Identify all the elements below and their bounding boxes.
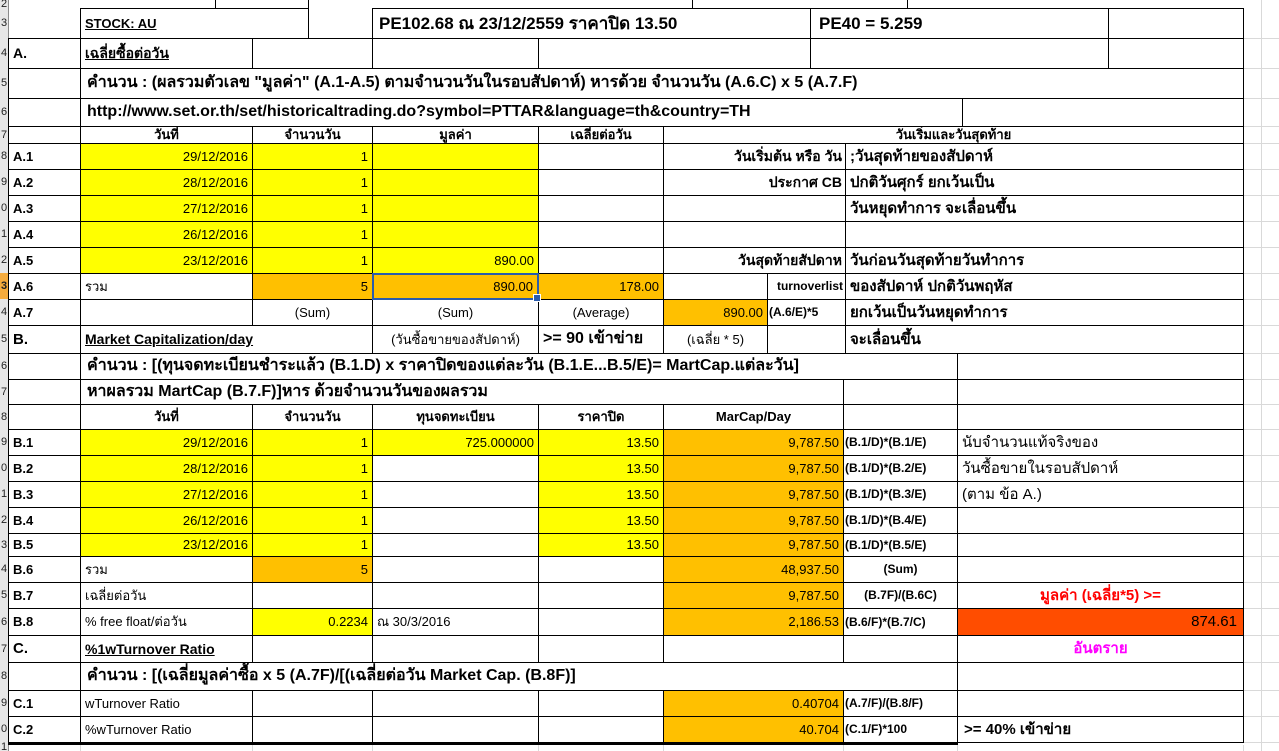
col-header-startend[interactable]: วันเริ่มและวันสุดท้าย [663, 126, 1244, 144]
note-g[interactable] [663, 195, 846, 222]
gridline [1244, 635, 1279, 636]
cell-r12-4[interactable] [538, 247, 664, 274]
cell-r16-2[interactable] [957, 353, 1244, 380]
cell-r23-3[interactable] [372, 533, 539, 557]
gridline [1244, 221, 1279, 222]
row-header-2[interactable]: 2 [0, 0, 8, 9]
formula-b-note2[interactable]: หาผลรวม MartCap (B.7.F)]หาร ด้วยจำนวนวันของผลรวม [80, 379, 844, 405]
row-label[interactable]: B.6 [8, 556, 81, 583]
cell-r24-3[interactable] [372, 556, 539, 583]
date-cell[interactable]: 23/12/2016 [80, 533, 253, 557]
formula-cell[interactable]: (B.1/D)*(B.5/E) [843, 533, 958, 557]
cell-r3-3[interactable] [1108, 8, 1244, 39]
note-h[interactable]: ยกเว้นเป็นวันหยุดทำการ [845, 299, 1244, 326]
row-label[interactable]: B.3 [8, 481, 81, 508]
value-cell[interactable] [372, 221, 539, 248]
col-header-avg[interactable]: เฉลี่ยต่อวัน [538, 126, 664, 144]
gridline [907, 0, 908, 8]
row-label[interactable]: A.1 [8, 143, 81, 170]
row-label[interactable]: A.3 [8, 195, 81, 222]
value-cell[interactable] [372, 143, 539, 170]
row-header-23[interactable]: 3 [0, 533, 9, 557]
marcap-cell[interactable]: 9,787.50 [663, 429, 844, 456]
value-cell[interactable] [372, 195, 539, 222]
gridline [1244, 533, 1279, 534]
gridline [1243, 8, 1244, 743]
cell-r22-3[interactable] [372, 507, 539, 534]
warning-threshold-label[interactable]: มูลค่า (เฉลี่ย*5) >= [957, 582, 1244, 609]
formula-cell[interactable]: (C.1/F)*100 [843, 716, 958, 743]
gridline [1244, 273, 1279, 274]
row-header-31[interactable]: 1 [0, 742, 8, 751]
date-cell[interactable]: 23/12/2016 [80, 247, 253, 274]
note-g[interactable] [663, 221, 846, 248]
gridline [215, 0, 216, 8]
row-header-5[interactable]: 5 [0, 68, 9, 99]
gridline [663, 745, 664, 751]
col-header-close[interactable]: ราคาปิด [538, 404, 664, 430]
pe40-cell[interactable]: PE40 = 5.259 [810, 8, 1109, 39]
cell-r28-2[interactable] [957, 662, 1244, 691]
value-cell[interactable]: 890.00 [372, 247, 539, 274]
gridline [1244, 126, 1279, 127]
col-header-date[interactable]: วันที่ [80, 404, 253, 430]
gridline [1244, 481, 1279, 482]
days-cell[interactable]: 1 [252, 143, 373, 170]
active-cell[interactable]: 890.00 [372, 273, 539, 300]
row-label[interactable]: A.6 [8, 273, 81, 300]
value-cell[interactable] [372, 169, 539, 196]
marcap-cell[interactable]: 9,787.50 [663, 481, 844, 508]
cell-r29-2[interactable] [252, 690, 373, 717]
section-c-title[interactable]: %1wTurnover Ratio [80, 635, 253, 663]
avg-x5-hint[interactable]: (เฉลี่ย * 5) [663, 325, 768, 354]
freefloat-cell[interactable]: 0.2234 [252, 608, 373, 636]
cell-r6-0[interactable] [8, 98, 81, 127]
row-header-6[interactable]: 6 [0, 98, 9, 127]
days-cell[interactable]: 1 [252, 221, 373, 248]
note-h[interactable]: ของสัปดาห์ ปกติวันพฤหัส [845, 273, 1244, 300]
gridline [1244, 195, 1279, 196]
row-header-12[interactable]: 2 [0, 247, 9, 274]
gridline [1244, 247, 1279, 248]
cell-r29-7[interactable] [957, 690, 1244, 717]
note-h[interactable]: ปกติวันศุกร์ ยกเว้นเป็น [845, 169, 1244, 196]
turnoverlist-cell[interactable]: turnoverlist [767, 273, 846, 300]
row-header-15[interactable]: 5 [0, 325, 9, 354]
row-header-28[interactable]: 8 [0, 662, 9, 691]
cell-r10-4[interactable] [538, 195, 664, 222]
date-cell[interactable]: 29/12/2016 [80, 143, 253, 170]
gridline [1244, 608, 1279, 609]
section-b-label[interactable]: B. [8, 325, 81, 354]
formula-cell[interactable]: (A.7/F)/(B.8/F) [843, 690, 958, 717]
row-label[interactable]: A.4 [8, 221, 81, 248]
threshold-90-label[interactable]: >= 90 เข้าข่าย [538, 325, 664, 354]
days-total-cell[interactable]: 5 [252, 556, 373, 583]
row-header-26[interactable]: 6 [0, 608, 9, 636]
row-header-9[interactable]: 9 [0, 169, 9, 196]
row-header-8[interactable]: 8 [0, 143, 9, 170]
cell-r25-4[interactable] [538, 582, 664, 609]
pwturnover-label[interactable]: %wTurnover Ratio [80, 716, 253, 743]
gridline [538, 745, 539, 751]
days-total-cell[interactable]: 5 [252, 273, 373, 300]
weekly-value-cell[interactable]: 890.00 [663, 299, 768, 326]
marcap-cell[interactable]: 9,787.50 [663, 507, 844, 534]
cell-r27-6[interactable] [843, 635, 958, 663]
row-label[interactable]: A.5 [8, 247, 81, 274]
formula-a-note[interactable]: คำนวน : (ผลรวมตัวเลข "มูลค่า" (A.1-A.5) ตามจำนวนวันในรอบสัปดาห์) หารด้วย จำนวนวัน (A.6.C) x 5 (A.7.F) [80, 68, 1244, 99]
col-header-days[interactable]: จำนวนวัน [252, 126, 373, 144]
danger-label[interactable]: อันตราย [957, 635, 1244, 663]
sum-label[interactable]: รวม [80, 556, 253, 583]
date-cell[interactable]: 29/12/2016 [80, 429, 253, 456]
days-cell[interactable]: 1 [252, 195, 373, 222]
row-label[interactable]: B.8 [8, 608, 81, 636]
cell-r15-5[interactable] [767, 325, 846, 354]
cell-r17-3[interactable] [957, 379, 1244, 405]
row-header-17[interactable]: 7 [0, 379, 9, 405]
cell-r27-2[interactable] [252, 635, 373, 663]
gridline [1244, 98, 1279, 99]
cell-r25-3[interactable] [372, 582, 539, 609]
threshold-40-label[interactable]: >= 40% เข้าข่าย [957, 716, 1244, 743]
asof-date[interactable]: ณ 30/3/2016 [372, 608, 539, 636]
days-cell[interactable]: 1 [252, 455, 373, 482]
cell-r17-0[interactable] [8, 379, 81, 405]
row-header-21[interactable]: 1 [0, 481, 9, 508]
section-a-title[interactable]: เฉลี่ยซื้อต่อวัน [80, 38, 253, 69]
col-header-value[interactable]: มูลค่า [372, 126, 539, 144]
note-h[interactable]: ;วันสุดท้ายของสัปดาห์ [845, 143, 1244, 170]
row-label[interactable]: C.2 [8, 716, 81, 743]
date-cell[interactable]: 26/12/2016 [80, 507, 253, 534]
col-header-capital[interactable]: ทุนจดทะเบียน [372, 404, 539, 430]
gridline [1244, 404, 1279, 405]
avg-cell[interactable]: 178.00 [538, 273, 664, 300]
wturnover-cell[interactable]: 0.40704 [663, 690, 844, 717]
days-cell[interactable]: 1 [252, 481, 373, 508]
gridline [957, 745, 958, 751]
cell-r28-0[interactable] [8, 662, 81, 691]
cell-r5-0[interactable] [8, 68, 81, 99]
cell-r11-4[interactable] [538, 221, 664, 248]
close-cell[interactable]: 13.50 [538, 429, 664, 456]
cell-r4-4[interactable] [810, 38, 1109, 69]
row-header-30[interactable]: 0 [0, 716, 9, 743]
row-label[interactable]: B.4 [8, 507, 81, 534]
row-header-11[interactable]: 1 [0, 221, 9, 248]
cell-r24-7[interactable] [957, 556, 1244, 583]
formula-b-note[interactable]: คำนวน : [(ทุนจดทะเบียนชำระแล้ว (B.1.D) x ราคาปิดของแต่ละวัน (B.1.E...B.5/E)= MartCap.แต่ละวัน] [80, 353, 958, 380]
col-header-days[interactable]: จำนวนวัน [252, 404, 373, 430]
note-h[interactable]: วันซื้อขายในรอบสัปดาห์ [957, 455, 1244, 482]
marcap-avg-cell[interactable]: 9,787.50 [663, 582, 844, 609]
row-label[interactable]: B.1 [8, 429, 81, 456]
cell-r21-3[interactable] [372, 481, 539, 508]
gridline [1244, 556, 1279, 557]
cell-r25-2[interactable] [252, 582, 373, 609]
cell-r14-1[interactable] [80, 299, 253, 326]
cell-r16-0[interactable] [8, 353, 81, 380]
gridline [1244, 38, 1279, 39]
gridline [308, 0, 309, 8]
trade-days-hint[interactable]: (วันซื้อขายของสัปดาห์) [372, 325, 539, 354]
wturnover-label[interactable]: wTurnover Ratio [80, 690, 253, 717]
gridline [1244, 143, 1279, 144]
sum-hint[interactable]: (Sum) [252, 299, 373, 326]
formula-cell[interactable]: (A.6/E)*5 [767, 299, 846, 326]
gridline [1244, 716, 1279, 717]
row-label[interactable]: C.1 [8, 690, 81, 717]
cell-r18-6[interactable] [843, 404, 958, 430]
formula-c-note[interactable]: คำนวน : [(เฉลี่ยมูลค่าซื้อ x 5 (A.7F)/[(เฉลี่ยต่อวัน Market Cap. (B.8F)] [80, 662, 958, 691]
col-header-marcap[interactable]: MarCap/Day [663, 404, 844, 430]
row-header-24[interactable]: 4 [0, 556, 9, 583]
row-label[interactable]: B.7 [8, 582, 81, 609]
row-header-7[interactable]: 7 [0, 126, 9, 144]
capital-cell[interactable]: 725.000000 [372, 429, 539, 456]
date-cell[interactable]: 28/12/2016 [80, 455, 253, 482]
cell-r30-2[interactable] [252, 716, 373, 743]
source-url[interactable]: http://www.set.or.th/set/historicaltrading.do?symbol=PTTAR&language=th&country=TH [80, 98, 963, 127]
gridline [1244, 429, 1279, 430]
date-cell[interactable]: 26/12/2016 [80, 221, 253, 248]
sum-hint[interactable]: (Sum) [372, 299, 539, 326]
days-cell[interactable]: 1 [252, 169, 373, 196]
cell-r8-4[interactable] [538, 143, 664, 170]
row-header-3[interactable]: 3 [0, 8, 9, 39]
gridline [1244, 68, 1279, 69]
section-a-label[interactable]: A. [8, 38, 81, 69]
date-cell[interactable]: 28/12/2016 [80, 169, 253, 196]
gridline [8, 742, 958, 745]
note-g[interactable]: วันสุดท้ายสัปดาห [663, 247, 846, 274]
formula-cell[interactable]: (B.1/D)*(B.3/E) [843, 481, 958, 508]
freefloat-value-cell[interactable]: 2,186.53 [663, 608, 844, 636]
note-g[interactable]: วันเริ่มต้น หรือ วัน [663, 143, 846, 170]
row-header-10[interactable]: 0 [0, 195, 9, 222]
cell-r18-7[interactable] [957, 404, 1244, 430]
row-header-27[interactable]: 7 [0, 635, 9, 663]
note-h[interactable]: (ตาม ข้อ A.) [957, 481, 1244, 508]
days-cell[interactable]: 1 [252, 247, 373, 274]
gridline [1244, 299, 1279, 300]
row-header-19[interactable]: 9 [0, 429, 9, 456]
gridline [80, 745, 81, 751]
gridline [1261, 0, 1262, 751]
avg-label[interactable]: เฉลี่ยต่อวัน [80, 582, 253, 609]
cell-r23-7[interactable] [957, 533, 1244, 557]
formula-cell[interactable]: (B.1/D)*(B.1/E) [843, 429, 958, 456]
formula-cell[interactable]: (B.6/F)*(B.7/C) [843, 608, 958, 636]
cell-r26-4[interactable] [538, 608, 664, 636]
gridline [1243, 745, 1244, 751]
row-header-16[interactable]: 6 [0, 353, 9, 380]
row-header-14[interactable]: 4 [0, 299, 9, 326]
note-h[interactable]: นับจำนวนแท้จริงของ [957, 429, 1244, 456]
gridline [252, 745, 253, 751]
note-h[interactable] [845, 221, 1244, 248]
section-c-label[interactable]: C. [8, 635, 81, 663]
cell-r20-3[interactable] [372, 455, 539, 482]
cell-r9-4[interactable] [538, 169, 664, 196]
days-cell[interactable]: 1 [252, 507, 373, 534]
close-cell[interactable]: 13.50 [538, 455, 664, 482]
cell-r7-0[interactable] [8, 126, 81, 144]
row-header-4[interactable]: 4 [0, 38, 9, 69]
freefloat-label[interactable]: % free float/ต่อวัน [80, 608, 253, 636]
note-h[interactable]: วันก่อนวันสุดท้ายวันทำการ [845, 247, 1244, 274]
gridline [1244, 353, 1279, 354]
gridline [1244, 507, 1279, 508]
note-h[interactable]: วันหยุดทำการ จะเลื่อนขึ้น [845, 195, 1244, 222]
gridline [1244, 379, 1279, 380]
date-cell[interactable]: 27/12/2016 [80, 481, 253, 508]
close-cell[interactable]: 13.50 [538, 507, 664, 534]
gridline [843, 745, 844, 751]
formula-cell[interactable]: (B.1/D)*(B.2/E) [843, 455, 958, 482]
note-h[interactable]: จะเลื่อนขึ้น [845, 325, 1244, 354]
row-header-25[interactable]: 5 [0, 582, 9, 609]
cell-r13-5[interactable] [663, 273, 768, 300]
row-header-29[interactable]: 9 [0, 690, 9, 717]
gridline [1244, 582, 1279, 583]
cell-r27-4[interactable] [538, 635, 664, 663]
section-b-title[interactable]: Market Capitalization/day [80, 325, 373, 354]
cell-r4-2[interactable] [252, 38, 373, 69]
row-header-13[interactable]: 3 [0, 273, 9, 300]
cell-r24-4[interactable] [538, 556, 664, 583]
marcap-cell[interactable]: 9,787.50 [663, 455, 844, 482]
cell-r22-7[interactable] [957, 507, 1244, 534]
days-cell[interactable]: 1 [252, 429, 373, 456]
cell-r27-5[interactable] [663, 635, 844, 663]
cell-r18-0[interactable] [8, 404, 81, 430]
gridline [1244, 455, 1279, 456]
stock-symbol-cell[interactable]: STOCK: AU [80, 8, 309, 39]
alert-value-cell[interactable]: 874.61 [957, 608, 1244, 636]
formula-cell[interactable]: (B.7F)/(B.6C) [843, 582, 958, 609]
row-label[interactable]: B.2 [8, 455, 81, 482]
marcap-cell[interactable]: 9,787.50 [663, 533, 844, 557]
row-header-18[interactable]: 8 [0, 404, 9, 430]
cell-r29-4[interactable] [538, 690, 664, 717]
marcap-total-cell[interactable]: 48,937.50 [663, 556, 844, 583]
formula-cell[interactable]: (B.1/D)*(B.4/E) [843, 507, 958, 534]
pwturnover-cell[interactable]: 40.704 [663, 716, 844, 743]
row-header-22[interactable]: 2 [0, 507, 9, 534]
cell-r4-3[interactable] [372, 38, 539, 69]
gridline [692, 0, 693, 8]
gridline [1244, 662, 1279, 663]
gridline [1244, 742, 1279, 743]
row-label[interactable]: A.2 [8, 169, 81, 196]
pe-ratio-cell[interactable]: PE102.68 ณ 23/12/2559 ราคาปิด 13.50 [372, 8, 811, 39]
close-cell[interactable]: 13.50 [538, 533, 664, 557]
date-cell[interactable]: 27/12/2016 [80, 195, 253, 222]
gridline [1244, 325, 1279, 326]
row-label[interactable]: B.5 [8, 533, 81, 557]
gridline [1244, 690, 1279, 691]
cell-r27-3[interactable] [372, 635, 539, 663]
sum-label[interactable]: รวม [80, 273, 253, 300]
col-header-date[interactable]: วันที่ [80, 126, 253, 144]
gridline [372, 745, 373, 751]
cell-r17-2[interactable] [843, 379, 958, 405]
formula-cell[interactable]: (Sum) [843, 556, 958, 583]
close-cell[interactable]: 13.50 [538, 481, 664, 508]
avg-hint[interactable]: (Average) [538, 299, 664, 326]
row-header-20[interactable]: 0 [0, 455, 9, 482]
cell-r30-4[interactable] [538, 716, 664, 743]
cell-r30-3[interactable] [372, 716, 539, 743]
days-cell[interactable]: 1 [252, 533, 373, 557]
row-label[interactable]: A.7 [8, 299, 81, 326]
cell-r29-3[interactable] [372, 690, 539, 717]
note-g[interactable]: ประกาศ CB [663, 169, 846, 196]
gridline [1244, 169, 1279, 170]
cell-r6-2[interactable] [962, 98, 1244, 127]
